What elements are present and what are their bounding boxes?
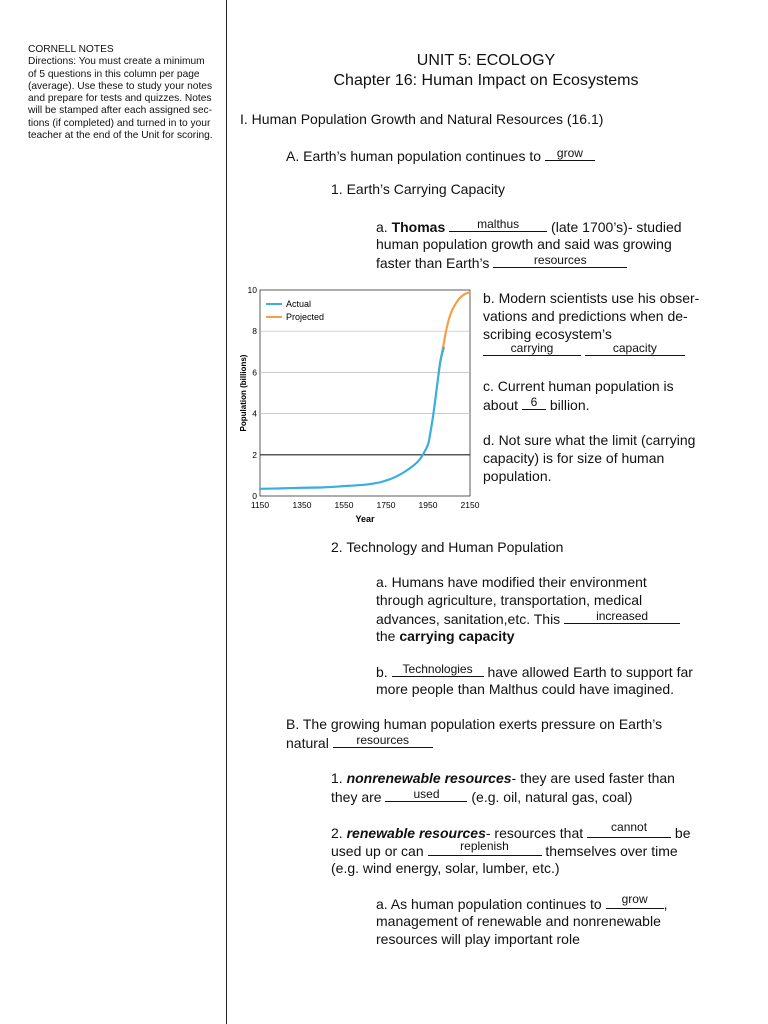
answer-increased: increased [596, 609, 649, 623]
answer-capacity: capacity [612, 341, 657, 355]
point-1a-line1 [376, 217, 682, 236]
answer-resources: resources [356, 733, 410, 747]
legend-label-projected: Projected [286, 312, 325, 322]
point-1d-line1: d. Not sure what the limit (carrying [483, 432, 696, 448]
point-1c-line2 [483, 395, 590, 414]
point-2b-line1 [376, 662, 693, 681]
series-line-actual [260, 348, 444, 489]
text: advances, sanitation,etc. This [376, 611, 561, 627]
y-tick-label: 2 [252, 449, 257, 460]
answer-carrying: carrying [510, 341, 554, 355]
x-tick-label: 1150 [250, 500, 270, 510]
text: - resources that [485, 825, 584, 841]
cornell-notes-column [28, 44, 220, 142]
bold-carrying-capacity: carrying capacity [399, 628, 515, 644]
answer-blank [333, 733, 433, 748]
answer-technologies: Technologies [402, 662, 473, 676]
y-tick-label: 0 [252, 491, 257, 501]
point-1b-line1: b. Modern scientists use his obser- [483, 290, 700, 306]
term-renewable: renewable resources [346, 825, 486, 841]
answer-blank [587, 820, 671, 838]
answer-blank [449, 217, 547, 232]
point-b2a-line2: management of renewable and nonrenewable [376, 913, 661, 929]
cornell-divider [226, 0, 227, 1024]
text: used up or can [331, 843, 424, 859]
population-chart [236, 280, 486, 530]
answer-six: 6 [530, 395, 538, 409]
point-1d-line2: capacity) is for size of human [483, 450, 665, 466]
text: billion. [549, 397, 590, 413]
x-tick-label: 1750 [376, 500, 396, 510]
section-heading: I. Human Population Growth and Natural Resources (16.1) [240, 111, 604, 127]
text: have allowed Earth to support far [487, 664, 693, 680]
answer-replenish: replenish [460, 839, 509, 853]
point-a-text: A. Earth’s human population continues to [286, 148, 542, 164]
x-tick-label: 1350 [292, 500, 312, 510]
bold-thomas: Thomas [391, 219, 446, 235]
answer-blank [392, 662, 484, 677]
answer-grow: grow [621, 892, 648, 906]
point-b2-line3: (e.g. wind energy, solar, lumber, etc.) [331, 860, 560, 876]
point-b-line2 [286, 733, 433, 752]
answer-blank [493, 253, 627, 268]
legend-label-actual: Actual [286, 299, 312, 309]
cornell-line: (average). Use these to study your notes [28, 80, 213, 92]
y-tick-label: 10 [247, 285, 257, 295]
text: be [674, 825, 691, 841]
answer-resources: resources [533, 253, 587, 267]
point-2a-line3 [376, 609, 680, 628]
text: faster than Earth’s [376, 255, 490, 271]
text: , [663, 896, 668, 912]
answer-blank [483, 341, 581, 356]
chapter-title: Chapter 16: Human Impact on Ecosystems [333, 72, 639, 89]
answer-malthus: malthus [477, 217, 520, 231]
answer-blank [564, 609, 680, 624]
answer-blank [428, 841, 542, 856]
answer-blank [522, 395, 546, 410]
cornell-line: will be stamped after each assigned sec- [28, 105, 213, 117]
x-tick-label: 1950 [418, 500, 438, 510]
point-b2a-line1 [376, 894, 668, 913]
point-1b-line3: scribing ecosystem’s [483, 326, 612, 342]
term-nonrenewable: nonrenewable resources [346, 770, 512, 786]
text: the [376, 628, 396, 644]
point-1b-line2: vations and predictions when de- [483, 308, 688, 324]
tick-labels [248, 285, 480, 510]
text: (e.g. oil, natural gas, coal) [471, 789, 633, 805]
cornell-line: tions (if completed) and turned in to your [28, 117, 211, 129]
text: natural [286, 735, 329, 751]
y-tick-label: 8 [252, 326, 257, 337]
grid-lines [260, 331, 470, 455]
text: (late 1700’s)- studied [551, 219, 682, 235]
series-line-projected [439, 292, 471, 374]
point-b2-line2 [331, 841, 678, 860]
point-1: 1. Earth’s Carrying Capacity [331, 181, 506, 197]
y-tick-label: 6 [252, 367, 257, 378]
x-axis-label: Year [355, 514, 375, 524]
cornell-line: and prepare for tests and quizzes. Notes [28, 93, 212, 105]
y-tick-label: 4 [252, 408, 257, 419]
answer-blank [585, 341, 685, 356]
text: about [483, 397, 519, 413]
point-a [286, 146, 595, 165]
point-2a-line4 [376, 627, 515, 645]
x-tick-label: 2150 [460, 500, 480, 510]
point-1a-line3 [376, 253, 627, 272]
point-b1-line2 [331, 787, 632, 806]
point-1b-answers [483, 341, 685, 360]
text: themselves over time [545, 843, 678, 859]
text: a. As human population continues to [376, 896, 602, 912]
answer-blank [606, 894, 664, 909]
point-2a-line2: through agriculture, transportation, medical [376, 592, 643, 608]
text: they are [331, 789, 382, 805]
label: a. [376, 219, 388, 235]
unit-title: UNIT 5: ECOLOGY [416, 52, 556, 69]
label: 2. [331, 825, 343, 841]
text: - they are used faster than [511, 770, 675, 786]
point-2b-line2: more people than Malthus could have imagined. [376, 681, 675, 697]
point-b-line1: B. The growing human population exerts pressure on Earth’s [286, 716, 663, 732]
cornell-title: CORNELL NOTES [28, 44, 114, 55]
point-1d-line3: population. [483, 468, 552, 484]
chart-legend [266, 299, 324, 322]
point-2a-line1: a. Humans have modified their environment [376, 574, 647, 590]
cornell-line: teacher at the end of the Unit for scoring. [28, 130, 213, 142]
label: 1. [331, 770, 343, 786]
point-b1-line1 [331, 769, 675, 787]
label: b. [376, 664, 388, 680]
answer-grow: grow [556, 146, 583, 160]
answer-used: used [413, 787, 440, 801]
point-1a-line2: human population growth and said was growing [376, 236, 672, 252]
answer-cannot: cannot [611, 820, 648, 834]
x-tick-label: 1550 [334, 500, 354, 510]
point-b2a-line3: resources will play important role [376, 931, 580, 947]
point-1c-line1: c. Current human population is [483, 378, 674, 394]
answer-blank [545, 146, 595, 161]
cornell-line: of 5 questions in this column per page [28, 68, 200, 80]
answer-blank [385, 787, 467, 802]
point-2: 2. Technology and Human Population [331, 539, 564, 555]
y-axis-label: Population (billions) [239, 354, 248, 432]
cornell-line: Directions: You must create a minimum [28, 56, 205, 68]
